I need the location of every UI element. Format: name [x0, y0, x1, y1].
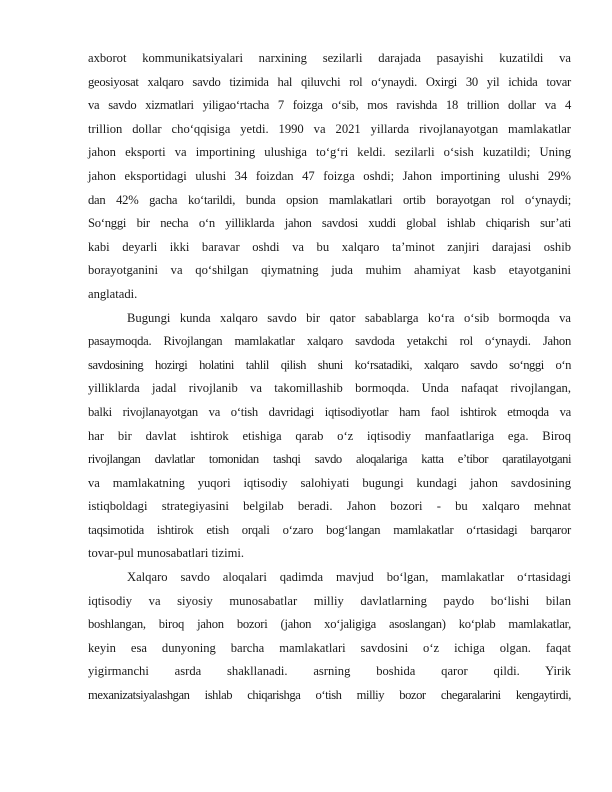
text-line: kabi deyarli ikki baravar oshdi va bu xalqaro ta’minot zanjiri darajasi oshib [88, 239, 571, 254]
text-line: va savdo xizmatlari yiligao‘rtacha 7 foizga o‘sib, mos ravishda 18 trillion dollar va 4 [88, 98, 571, 113]
paragraph-1 [88, 47, 571, 307]
text-line: geosiyosat xalqaro savdo tizimida hal qiluvchi rol o‘ynaydi. Oxirgi 30 yil ichida tovar [88, 74, 571, 89]
text-line: Bugungi kunda xalqaro savdo bir qator sabablarga ko‘ra o‘sib bormoqda va [127, 310, 571, 325]
text-line: boshlangan, biroq jahon bozori (jahon xo‘jaligiga asoslangan) ko‘plab mamlakatlar, [88, 617, 571, 632]
text-line: trillion dollar cho‘qqisiga yetdi. 1990 va 2021 yillarda rivojlanayotgan mamlakatlar [88, 121, 571, 136]
text-line: savdosining hozirgi holatini tahlil qilish shuni ko‘rsatadiki, xalqaro savdo so‘nggi o‘n [88, 357, 571, 372]
text-line: tovar-pul munosabatlari tizimi. [88, 546, 245, 561]
text-line: iqtisodiy va siyosiy munosabatlar milliy davlatlarning paydo bo‘lishi bilan [88, 593, 571, 608]
text-line: pasaymoqda. Rivojlangan mamlakatlar xalqaro savdoda yetakchi rol o‘ynaydi. Jahon [88, 334, 571, 349]
text-line: rivojlangan davlatlar tomonidan tashqi savdo aloqalariga katta e’tibor qaratilayotgani [88, 452, 571, 467]
text-line: va mamlakatning yuqori iqtisodiy salohiyati bugungi kundagi jahon savdosining [88, 475, 571, 490]
text-line: dan 42% gacha ko‘tarildi, bunda opsion mamlakatlari ortib borayotgan rol o‘ynaydi; [88, 192, 571, 207]
text-line: yilliklarda jadal rivojlanib va takomillashib bormoqda. Unda nafaqat rivojlangan, [88, 381, 571, 396]
text-line: istiqboldagi strategiyasini belgilab beradi. Jahon bozori - bu xalqaro mehnat [88, 499, 571, 514]
text-line: taqsimotida ishtirok etish orqali o‘zaro bog‘langan mamlakatlar o‘rtasidagi barqaror [88, 522, 571, 537]
text-line: keyin esa dunyoning barcha mamlakatlari savdosini o‘z ichiga olgan. faqat [88, 640, 571, 655]
text-line: anglatadi. [88, 286, 138, 301]
text-line: Xalqaro savdo aloqalari qadimda mavjud bo‘lgan, mamlakatlar o‘rtasidagi [127, 570, 571, 585]
paragraph-2 [88, 307, 571, 567]
text-line: mexanizatsiyalashgan ishlab chiqarishga o‘tish milliy bozor chegaralarini kengaytirdi, [88, 688, 571, 703]
document-page [88, 47, 571, 708]
text-line: balki rivojlanayotgan va o‘tish davridagi iqtisodiyotlar ham faol ishtirok etmoqda va [88, 404, 571, 419]
text-line: axborot kommunikatsiyalari narxining sezilarli darajada pasayishi kuzatildi va [88, 51, 571, 65]
text-line: jahon eksporti va importining ulushiga to‘g‘ri keldi. sezilarli o‘sish kuzatildi; Uning [88, 145, 571, 160]
text-line: borayotganini va qo‘shilgan qiymatning juda muhim ahamiyat kasb etayotganini [88, 263, 571, 278]
text-line: har bir davlat ishtirok etishiga qarab o‘z iqtisodiy manfaatlariga ega. Biroq [88, 428, 571, 443]
text-line: So‘nggi bir necha o‘n yilliklarda jahon savdosi xuddi global ishlab chiqarish sur’ati [88, 216, 571, 231]
paragraph-3 [88, 566, 571, 708]
text-line: yigirmanchi asrda shakllanadi. asrning boshida qaror qildi. Yirik [88, 664, 571, 679]
text-line: jahon eksportidagi ulushi 34 foizdan 47 foizga oshdi; Jahon importining ulushi 29% [88, 168, 571, 183]
